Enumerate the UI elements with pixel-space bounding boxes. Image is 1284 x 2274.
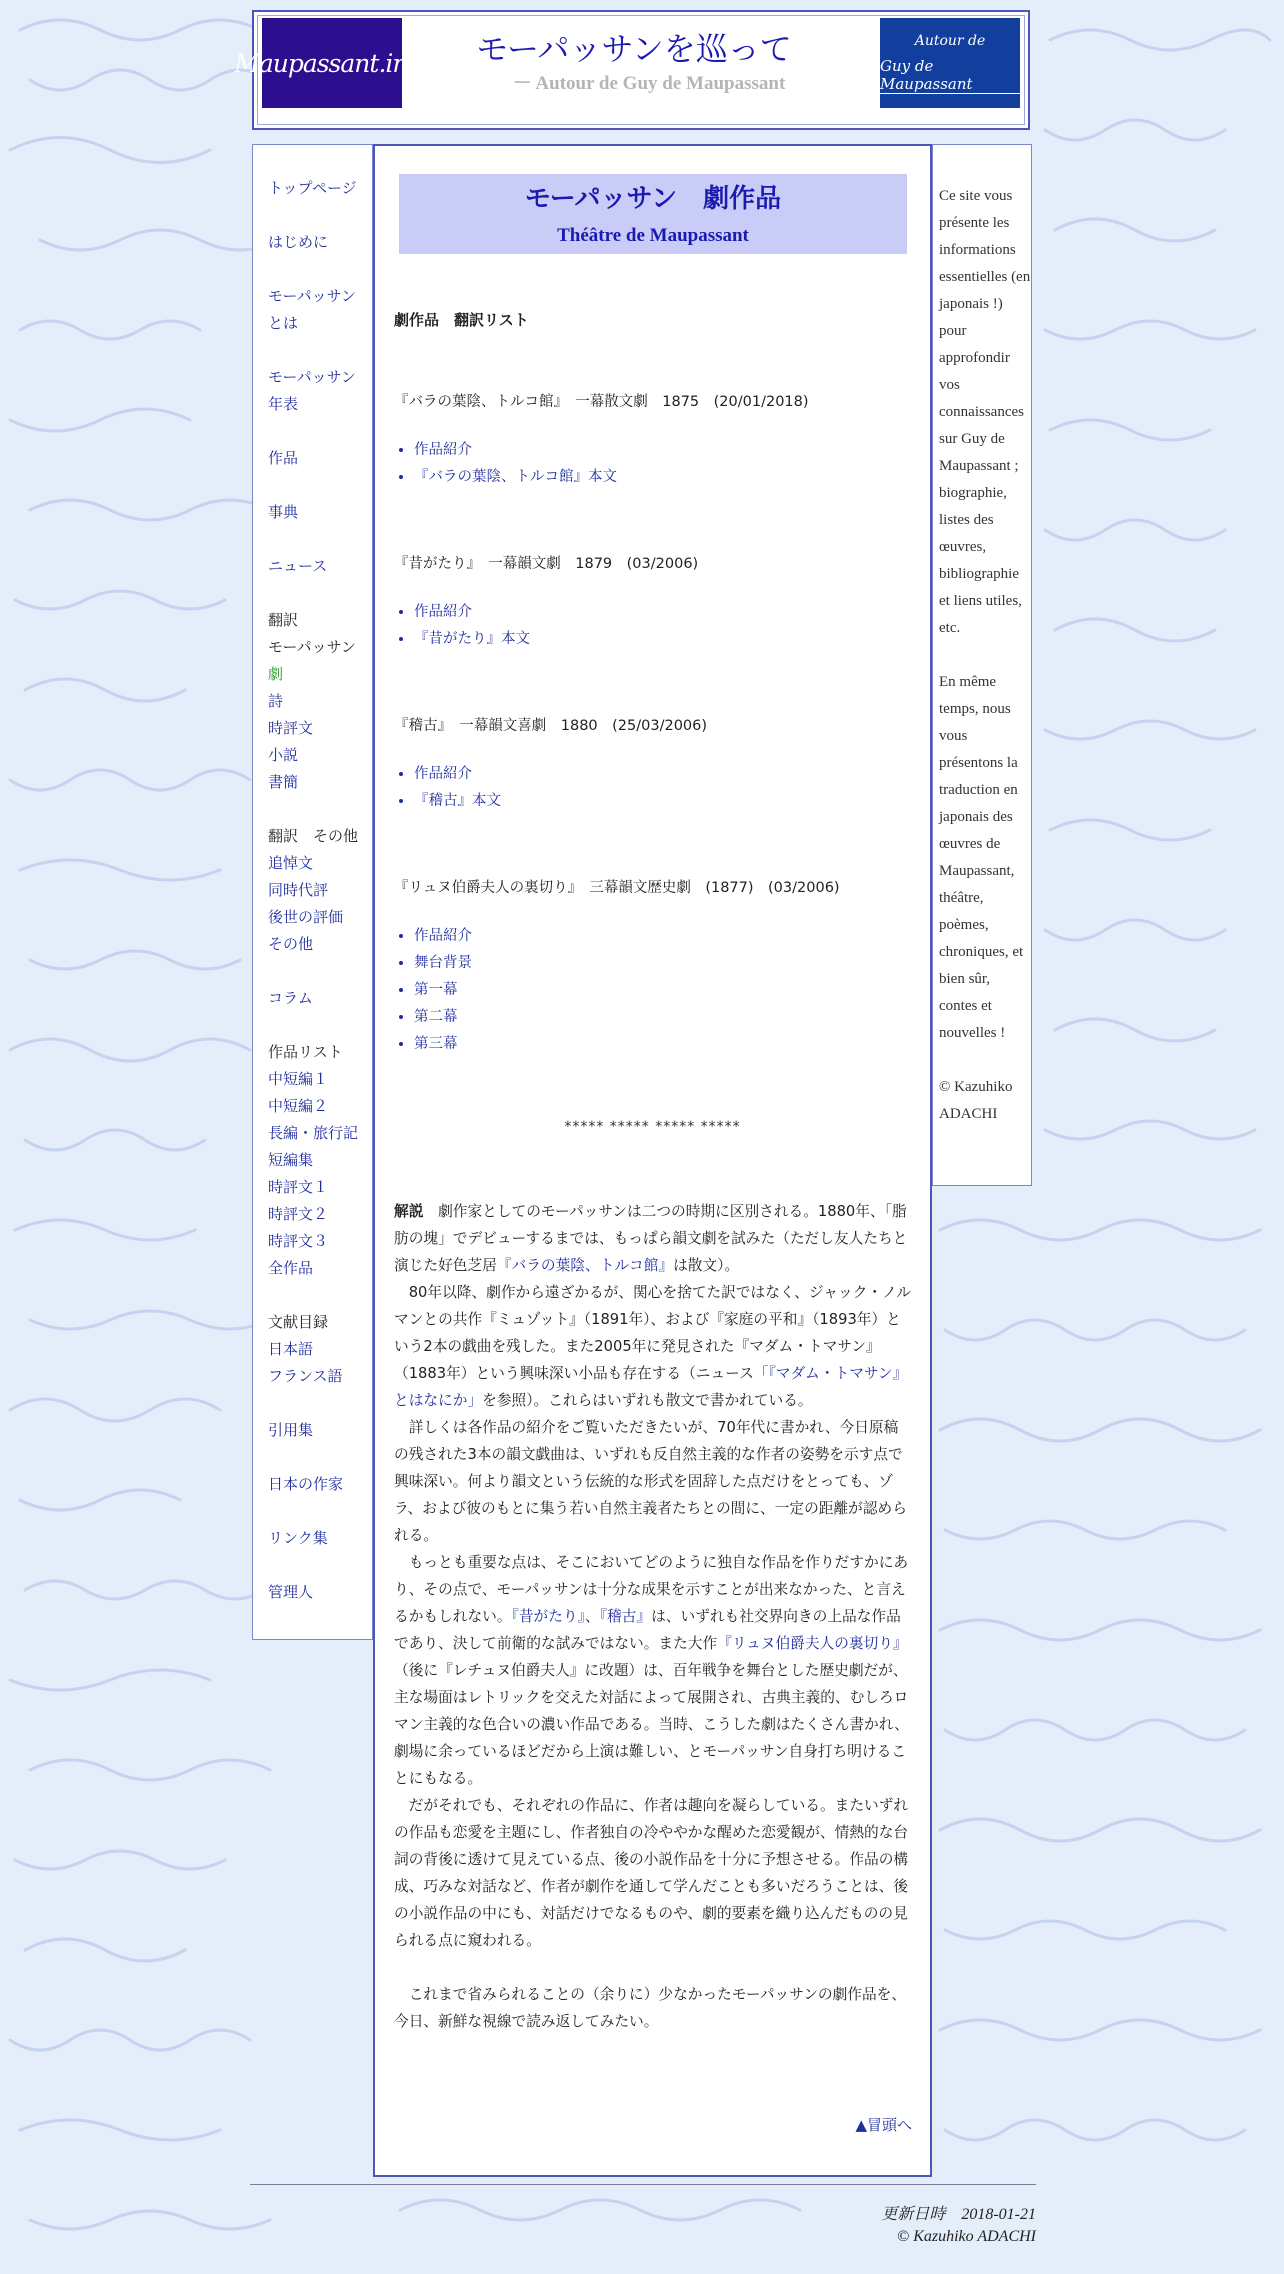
work-title: 『昔がたり』 一幕韻文劇 1879 (03/2006)	[394, 556, 699, 572]
nav-translation-label-2: モーパッサン	[268, 638, 356, 656]
main-content	[373, 144, 932, 2177]
link-mukashigatari[interactable]: 『昔がたり』	[511, 1608, 585, 1625]
page-title-box	[399, 174, 907, 254]
nav-column[interactable]: コラム	[268, 989, 313, 1007]
nav-links[interactable]: リンク集	[268, 1529, 328, 1547]
nav-intro[interactable]: はじめに	[268, 233, 329, 251]
work-entry	[394, 552, 914, 653]
commentary-para: 80年以降、劇作から遠ざかるが、関心を捨てた訳ではなく、ジャック・ノルマンとの共作『ミュゾット』（1891年）、および『家庭の平和』（1893年）という2本の戯曲を残した。また2005年に発見された『マダム・トマサン』（1883年）という興味深い小品も存在する（ニュース「『マダム・トマサン』とはなにか」を参照）。これらはいずれも散文で書かれている。	[394, 1284, 911, 1409]
list-item[interactable]: • 『昔がたり』本文	[414, 626, 914, 653]
nav-short-collections[interactable]: 短編集	[268, 1151, 314, 1169]
work-entry	[394, 876, 914, 1058]
nav-contemporary[interactable]: 同時代評	[268, 881, 329, 899]
translation-description-fr: En même temps, nous vous présentons la traduction en japonais des œuvres de Maupassant, théâtre, poèmes, chroniques, et bien sûr, contes et nouvelles !	[939, 674, 1024, 1041]
nav-works[interactable]: 作品	[268, 449, 299, 467]
nav-letters[interactable]: 書簡	[268, 773, 299, 791]
nav-chronicles-2[interactable]: 時評文２	[268, 1205, 329, 1223]
commentary	[394, 1198, 912, 2035]
nav-chronicles[interactable]: 時評文	[268, 719, 314, 737]
nav-chronicles-3[interactable]: 時評文３	[268, 1232, 329, 1250]
nav-all-works[interactable]: 全作品	[268, 1259, 314, 1277]
list-item[interactable]: • 第三幕	[414, 1031, 914, 1058]
section-heading: 劇作品 翻訳リスト	[394, 311, 529, 329]
autour-logo[interactable]: Autour de Guy de Maupassant	[880, 18, 1020, 108]
site-title: モーパッサンを巡って	[476, 30, 792, 68]
work-entry	[394, 714, 914, 815]
nav-japanese-writers[interactable]: 日本の作家	[268, 1475, 344, 1493]
commentary-para: これまで省みられることの（余りに）少なかったモーパッサンの劇作品を、今日、新鮮な視線で読み返してみたい。	[394, 1986, 907, 2030]
nav-works-list-label: 作品リスト	[268, 1043, 343, 1061]
list-item[interactable]: • 『バラの葉陰、トルコ館』本文	[414, 464, 914, 491]
nav-poems[interactable]: 詩	[268, 692, 284, 710]
link-keiko[interactable]: 『稽古』	[599, 1608, 652, 1625]
nav-quotes[interactable]: 引用集	[268, 1421, 314, 1439]
nav-news[interactable]: ニュース	[268, 557, 328, 575]
nav-short-middle-2[interactable]: 中短編２	[268, 1097, 329, 1115]
nav-dictionary[interactable]: 事典	[268, 503, 299, 521]
footer-updated: 更新日時 2018-01-21	[881, 2206, 1036, 2223]
work-links	[394, 437, 914, 491]
site-header	[234, 10, 1030, 130]
page-title-fr: Théâtre de Maupassant	[557, 225, 749, 246]
list-item[interactable]: • 『稽古』本文	[414, 788, 914, 815]
work-links	[394, 599, 914, 653]
list-item[interactable]: • 作品紹介	[414, 437, 914, 464]
nav-top[interactable]: トップページ	[268, 179, 357, 197]
commentary-para: もっとも重要な点は、そこにおいてどのように独自な作品を作りだすかにあり、その点で、モーパッサンは十分な成果を示すことが出来なかった、と言えるかもしれない。『昔がたり』、『稽古』は、いずれも社交界向きの上品な作品であり、決して前衛的な試みではない。また大作『リュヌ伯爵夫人の裏切り』（後に『レチュヌ伯爵夫人』に改題）は、百年戦争を舞台とした歴史劇だが、主な場面はレトリックを交えた対話によって展開され、古典主義的、むしろロマン主義的な色合いの濃い作品である。当時、こうした劇はたくさん書かれ、劇場に余っているほどだから上演は難しい、とモーパッサン自身打ち明けることにもなる。	[394, 1554, 909, 1787]
link-rhune[interactable]: 『リュヌ伯爵夫人の裏切り』	[717, 1635, 908, 1652]
page-title: モーパッサン 劇作品	[524, 184, 782, 214]
list-item[interactable]: • 舞台背景	[414, 950, 914, 977]
commentary-para: 詳しくは各作品の紹介をご覧いただきたいが、70年代に書かれ、今日原稿の残された3本の韻文戯曲は、いずれも反自然主義的な作者の姿勢を示す点で興味深い。何より韻文という伝統的な形式を固辞した点だけをとっても、ゾラ、および彼のもとに集う若い自然主義者たちとの間に、一定の距離が認められる。	[394, 1419, 907, 1544]
nav-short-middle-1[interactable]: 中短編１	[268, 1070, 329, 1088]
maupassant-info-logo[interactable]: Maupassant.info	[262, 18, 402, 108]
nav-about[interactable]: モーパッサン とは	[268, 287, 356, 332]
nav-translation-other-label: 翻訳 その他	[268, 827, 359, 845]
site-description-fr: Ce site vous présente les informations essentielles (en japonais !) pour approfondir vos connaissances sur Guy de Maupassant ; biographie, listes des œuvres, bibliographie et liens utiles, etc.	[939, 188, 1031, 636]
nav-admin[interactable]: 管理人	[268, 1583, 314, 1601]
link-bara[interactable]: 『バラの葉陰、トルコ館』	[496, 1257, 674, 1274]
list-item[interactable]: • 作品紹介	[414, 761, 914, 788]
sidebar-copyright: © Kazuhiko ADACHI	[939, 1079, 1013, 1122]
nav-bibliography-label: 文献目録	[268, 1313, 329, 1331]
list-item[interactable]: • 作品紹介	[414, 599, 914, 626]
nav-other[interactable]: その他	[268, 935, 314, 953]
work-links	[394, 761, 914, 815]
list-item[interactable]: • 第二幕	[414, 1004, 914, 1031]
nav-chronicles-1[interactable]: 時評文１	[268, 1178, 329, 1196]
nav-eulogies[interactable]: 追悼文	[268, 854, 314, 872]
work-title: 『稽古』 一幕韻文喜劇 1880 (25/03/2006)	[394, 718, 708, 734]
commentary-para: だがそれでも、それぞれの作品に、作者は趣向を凝らしている。またいずれの作品も恋愛を主題にし、作者独自の冷ややかな醒めた恋愛観が、情熱的な台詞の背後に透けて見えている点、後の小説作品を十分に予想させる。作品の構成、巧みな対話など、作者が劇作を通して学んだことも多いだろうことは、後の小説作品の中にも、対話だけでなるものや、劇的要素を織り込んだものの見られる点に窺われる。	[394, 1797, 909, 1949]
work-entry	[394, 390, 914, 491]
footer-divider	[250, 2184, 1036, 2185]
commentary-para: 解説 劇作家としてのモーパッサンは二つの時期に区別される。1880年、「脂肪の塊」でデビューするまでは、もっぱら韻文劇を試みた（ただし友人たちと演じた好色芝居『バラの葉陰、トルコ館』は散文）。	[394, 1203, 908, 1274]
work-links	[394, 923, 914, 1058]
nav-translation-label: 翻訳	[268, 611, 299, 629]
left-nav	[252, 144, 373, 1640]
link-madame-thomassin[interactable]: 「『マダム・トマサン』とはなにか」	[394, 1365, 908, 1409]
nav-long-travel[interactable]: 長編・旅行記	[268, 1124, 359, 1142]
work-title: 『リュヌ伯爵夫人の裏切り』 三幕韻文歴史劇 (1877) (03/2006)	[394, 880, 840, 896]
nav-chronology[interactable]: モーパッサン 年表	[268, 368, 356, 413]
nav-biblio-japanese[interactable]: 日本語	[268, 1340, 314, 1358]
back-to-top-link[interactable]: ▲冒頭へ	[855, 2116, 912, 2134]
list-item[interactable]: • 作品紹介	[414, 923, 914, 950]
nav-theatre-current: 劇	[268, 665, 284, 683]
footer-copyright: © Kazuhiko ADACHI	[897, 2228, 1036, 2245]
nav-novels[interactable]: 小説	[268, 746, 299, 764]
section-divider: ***** ***** ***** *****	[564, 1119, 741, 1135]
work-title: 『バラの葉陰、トルコ館』 一幕散文劇 1875 (20/01/2018)	[394, 394, 809, 410]
list-item[interactable]: • 第一幕	[414, 977, 914, 1004]
right-sidebar	[932, 144, 1032, 1186]
nav-later-reception[interactable]: 後世の評価	[268, 908, 344, 926]
site-subtitle: － Autour de Guy de Maupassant	[512, 73, 786, 94]
nav-biblio-french[interactable]: フランス語	[268, 1367, 343, 1385]
